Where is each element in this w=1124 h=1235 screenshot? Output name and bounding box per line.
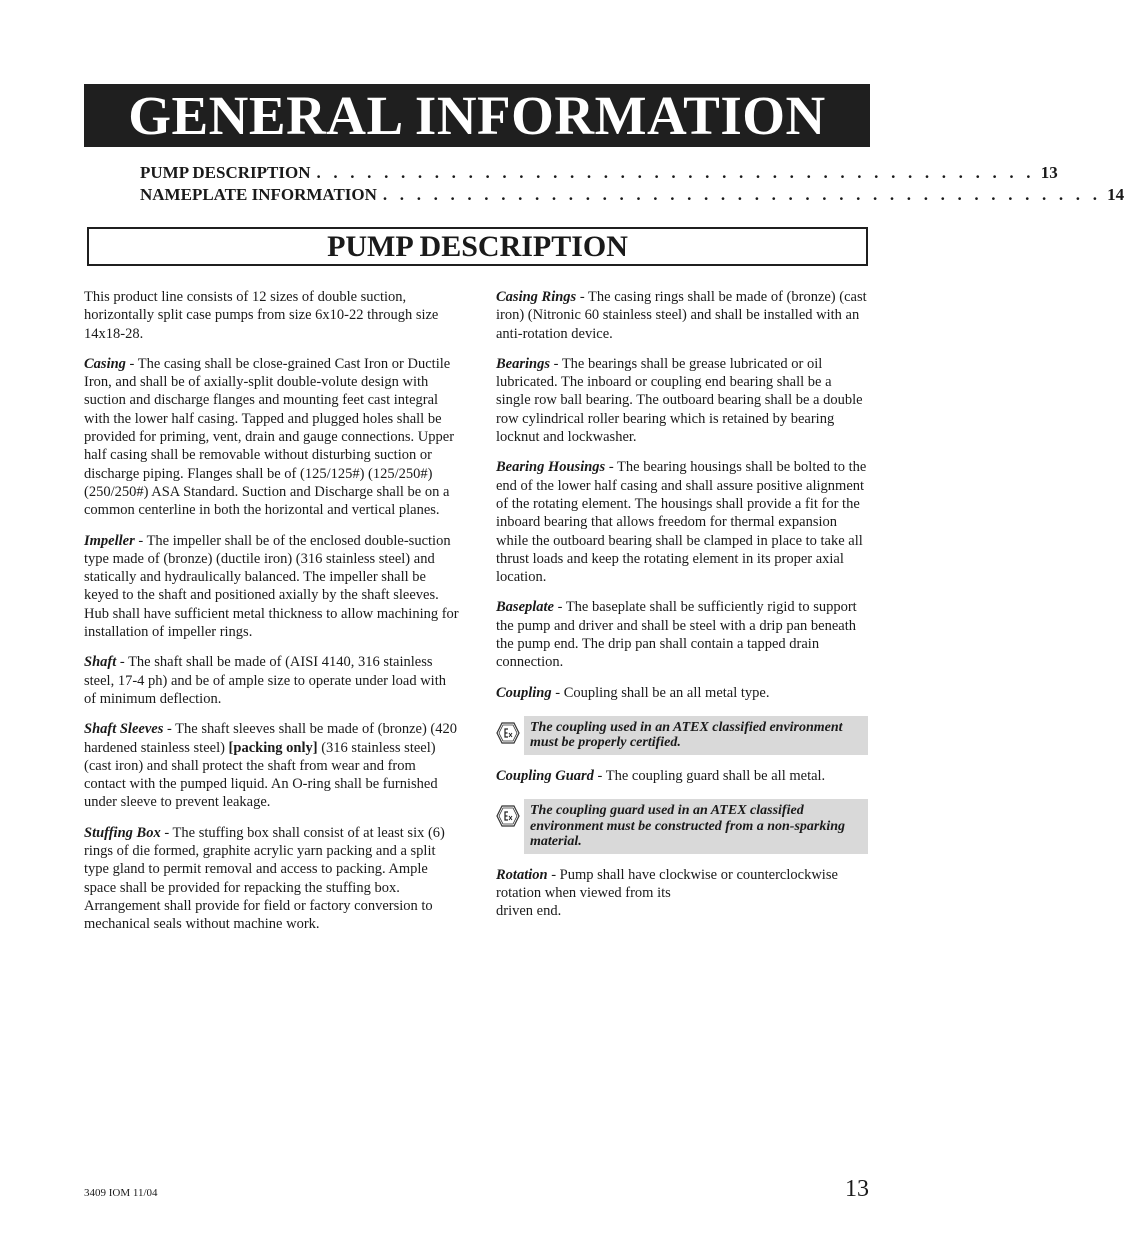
paragraph-text: - The bearings shall be grease lubricated or oil lubricated. The inboard or coupling end bearing shall be a single row ball bearing. The outboard bearing shall be a double row cylindrical roller bearing which is retained by bearing locknut and lockwasher. bbox=[496, 355, 863, 446]
paragraph-term: Casing bbox=[84, 355, 126, 372]
bearing-housings-paragraph bbox=[496, 458, 868, 586]
section-heading: PUMP DESCRIPTION bbox=[87, 227, 868, 266]
toc-entry-title: PUMP DESCRIPTION bbox=[140, 163, 311, 182]
shaft-paragraph bbox=[84, 653, 460, 708]
paragraph-text: - The casing shall be close-grained Cast Iron or Ductile Iron, and shall be of axially-split double-volute design with suction and discharge flanges and mounting feet cast integral with the lower half casing. Tapped and plugged holes shall be provided for priming, vent, drain and gauge connections. Upper half casing shall be removable without disturbing suction or discharge piping. Flanges shall be of (125/125#) (125/250#) (250/250#) ASA Standard. Suction and Discharge shall be on a common centerline in both the horizontal and vertical planes. bbox=[84, 355, 455, 519]
paragraph-text: - Coupling shall be an all metal type. bbox=[551, 684, 770, 701]
paragraph-term: Bearings bbox=[496, 355, 550, 372]
paragraph-term: Rotation bbox=[496, 866, 548, 883]
bearings-paragraph bbox=[496, 355, 868, 446]
paragraph-term: Casing Rings bbox=[496, 289, 577, 305]
atex-ex-hexagon-icon bbox=[496, 716, 524, 755]
toc-entry-nameplate-information[interactable] bbox=[140, 185, 1124, 207]
coupling-paragraph bbox=[496, 684, 868, 702]
intro-paragraph: This product line consists of 12 sizes of double suction, horizontally split case pumps from size 6x10-22 through size 14x18-28. bbox=[84, 289, 439, 342]
paragraph-term: Coupling bbox=[496, 684, 552, 701]
toc-leader-dots: . . . . . . . . . . . . . . . . . . . . . . . . . . . . . . . . . . . . . . . . . . . bbox=[316, 163, 1035, 182]
page-banner-title: GENERAL INFORMATION bbox=[84, 84, 870, 147]
baseplate-paragraph bbox=[496, 598, 868, 671]
toc-leader-dots: . . . . . . . . . . . . . . . . . . . . . . . . . . . . . . . . . . . . . . . . . . . bbox=[382, 185, 1102, 204]
right-column bbox=[496, 288, 868, 933]
notice-text: The coupling used in an ATEX classified environment must be properly certified. bbox=[524, 716, 868, 755]
casing-paragraph bbox=[84, 355, 460, 520]
casing-rings-paragraph bbox=[496, 288, 868, 343]
paragraph-text: - The bearing housings shall be bolted to the end of the lower half casing and shall assure positive alignment of the rotating element. The housings shall provide a fit for the inboard bearing that allows freedom for thermal expansion while the outboard bearing shall be clamped in place to take all thrust loads and keep the rotating element in its proper axial location. bbox=[496, 459, 867, 586]
paragraph-term: Baseplate bbox=[496, 599, 554, 616]
paragraph-term: Coupling Guard bbox=[496, 767, 594, 784]
toc-entry-title: NAMEPLATE INFORMATION bbox=[140, 185, 377, 204]
coupling-guard-paragraph bbox=[496, 767, 868, 785]
atex-ex-hexagon-icon bbox=[496, 799, 524, 854]
notice-text: The coupling guard used in an ATEX classified environment must be constructed from a non-sparking material. bbox=[524, 799, 868, 854]
paragraph-term: Bearing Housings bbox=[496, 459, 606, 476]
atex-notice-coupling-guard bbox=[496, 799, 868, 854]
paragraph-text: - The shaft shall be made of (AISI 4140, 316 stainless steel, 17-4 ph) and be of ample size to operate under load with of minimum deflection. bbox=[84, 654, 446, 707]
paragraph-bold-note: [packing only] bbox=[228, 739, 318, 756]
atex-notice-coupling bbox=[496, 716, 868, 755]
shaft-sleeves-paragraph bbox=[84, 720, 460, 811]
toc-entry-page: 14 bbox=[1107, 185, 1124, 204]
document-code: 3409 IOM 11/04 bbox=[84, 1187, 158, 1199]
paragraph-text: - The impeller shall be of the enclosed double-suction type made of (bronze) (ductile iron) (316 stainless steel) and statically and hydraulically balanced. The impeller shall be keyed to the shaft and positioned axially by the shaft sleeves. Hub shall have sufficient metal thickness to allow machining for installation of impeller rings. bbox=[84, 532, 459, 641]
left-column bbox=[84, 288, 460, 946]
paragraph-text: - The stuffing box shall consist of at least six (6) rings of die formed, graphite acrylic yarn packing and a split type gland to permit removal and access to packing. Ample space shall be provided for repacking the stuffing box. Arrangement shall provide for field or factory conversion to mechanical seals without machine work. bbox=[84, 824, 445, 933]
toc-entry-pump-description[interactable] bbox=[140, 163, 1058, 185]
rotation-paragraph bbox=[496, 866, 868, 921]
impeller-paragraph bbox=[84, 532, 460, 642]
paragraph-text: (316 stainless steel)(cast iron) and shall protect the shaft from wear and from contact with the pumped liquid. An O-ring shall be furnished under sleeve to prevent leakage. bbox=[84, 739, 438, 811]
paragraph-term: Shaft Sleeves bbox=[84, 721, 164, 738]
paragraph-term: Shaft bbox=[84, 654, 117, 671]
table-of-contents bbox=[140, 163, 1124, 207]
paragraph-text: - The coupling guard shall be all metal. bbox=[593, 767, 826, 784]
paragraph-text: - The shaft sleeves shall be made of (bronze) (420 hardened stainless steel) bbox=[84, 721, 457, 756]
page-number: 13 bbox=[845, 1176, 869, 1202]
paragraph-term: Stuffing Box bbox=[84, 824, 161, 841]
paragraph-text: - The casing rings shall be made of (bronze) (cast iron) (Nitronic 60 stainless steel) and shall be installed with an anti-rotation device. bbox=[496, 289, 867, 342]
paragraph-text: - Pump shall have clockwise or counterclockwise rotation when viewed from its bbox=[496, 866, 838, 902]
paragraph-term: Impeller bbox=[84, 532, 135, 549]
paragraph-text: - The baseplate shall be sufficiently rigid to support the pump and driver and shall be steel with a drip pan beneath the pump end. The drip pan shall contain a tapped drain connection. bbox=[496, 599, 857, 671]
toc-entry-page: 13 bbox=[1040, 163, 1058, 182]
paragraph-text: driven end. bbox=[496, 903, 562, 920]
stuffing-box-paragraph bbox=[84, 824, 460, 934]
